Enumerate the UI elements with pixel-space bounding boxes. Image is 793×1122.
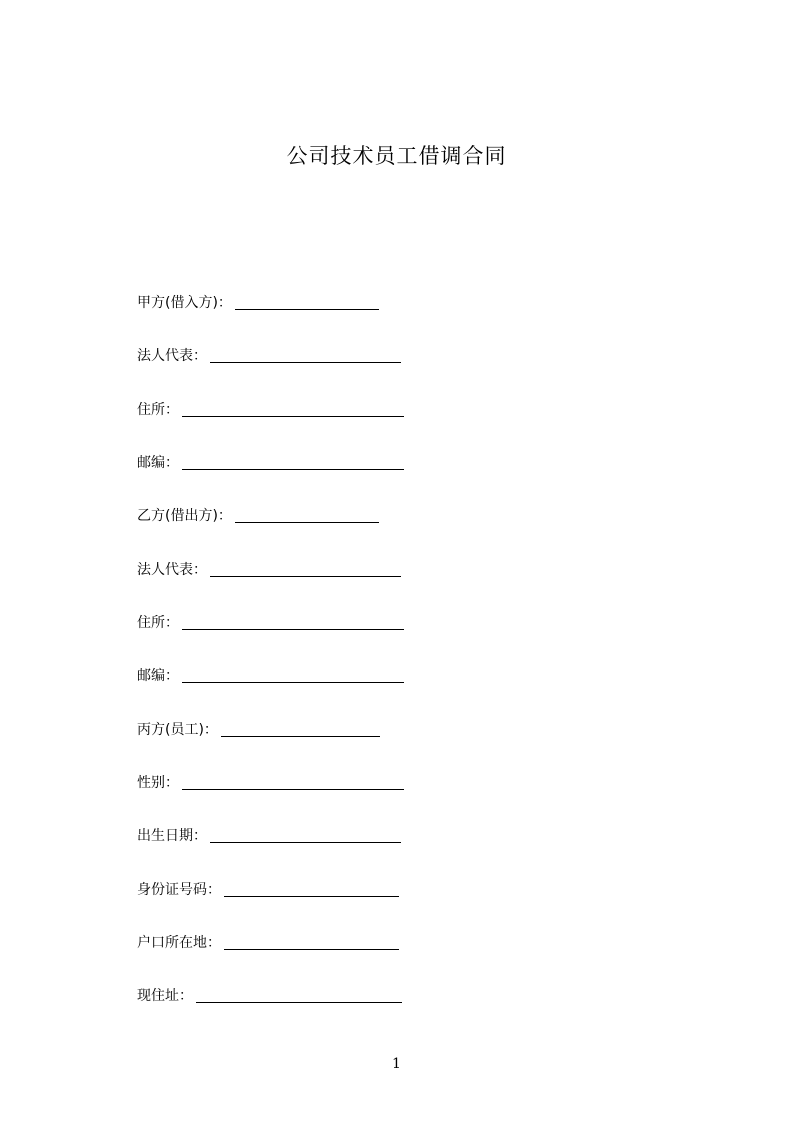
party-b-postcode-label: 邮编： [137,668,179,684]
id-number-blank[interactable] [224,881,399,897]
party-a-representative-blank[interactable] [210,347,401,363]
current-address-field [137,983,402,1005]
party-a-address-field [137,397,404,419]
party-b-blank[interactable] [235,507,379,523]
party-b-field [137,503,379,525]
party-a-postcode-field [137,450,404,472]
household-registration-label: 户口所在地： [137,935,221,951]
party-c-label: 丙方(员工)： [137,722,218,738]
party-b-representative-label: 法人代表： [137,562,207,578]
household-registration-blank[interactable] [224,934,399,950]
party-a-representative-field [137,343,401,365]
party-b-representative-blank[interactable] [210,561,401,577]
party-b-label: 乙方(借出方)： [137,508,232,524]
id-number-label: 身份证号码： [137,882,221,898]
party-a-label: 甲方(借入方)： [137,295,232,311]
party-a-postcode-label: 邮编： [137,455,179,471]
party-a-blank[interactable] [235,294,379,310]
party-b-address-field [137,610,404,632]
current-address-blank[interactable] [196,987,402,1003]
party-b-postcode-field [137,663,404,685]
party-a-address-blank[interactable] [182,401,404,417]
page-number: 1 [392,1056,401,1072]
gender-blank[interactable] [182,774,404,790]
party-a-field [137,290,379,312]
gender-field [137,770,404,792]
party-c-blank[interactable] [221,721,380,737]
party-c-field [137,717,380,739]
party-b-postcode-blank[interactable] [182,667,404,683]
id-number-field [137,877,399,899]
party-a-address-label: 住所： [137,402,179,418]
party-b-address-label: 住所： [137,615,179,631]
current-address-label: 现住址： [137,988,193,1004]
party-b-representative-field [137,557,401,579]
document-title: 公司技术员工借调合同 [286,144,507,168]
party-a-representative-label: 法人代表： [137,348,207,364]
birth-date-blank[interactable] [210,827,401,843]
gender-label: 性别： [137,775,179,791]
household-registration-field [137,930,399,952]
birth-date-label: 出生日期： [137,828,207,844]
party-a-postcode-blank[interactable] [182,454,404,470]
party-b-address-blank[interactable] [182,614,404,630]
birth-date-field [137,823,401,845]
